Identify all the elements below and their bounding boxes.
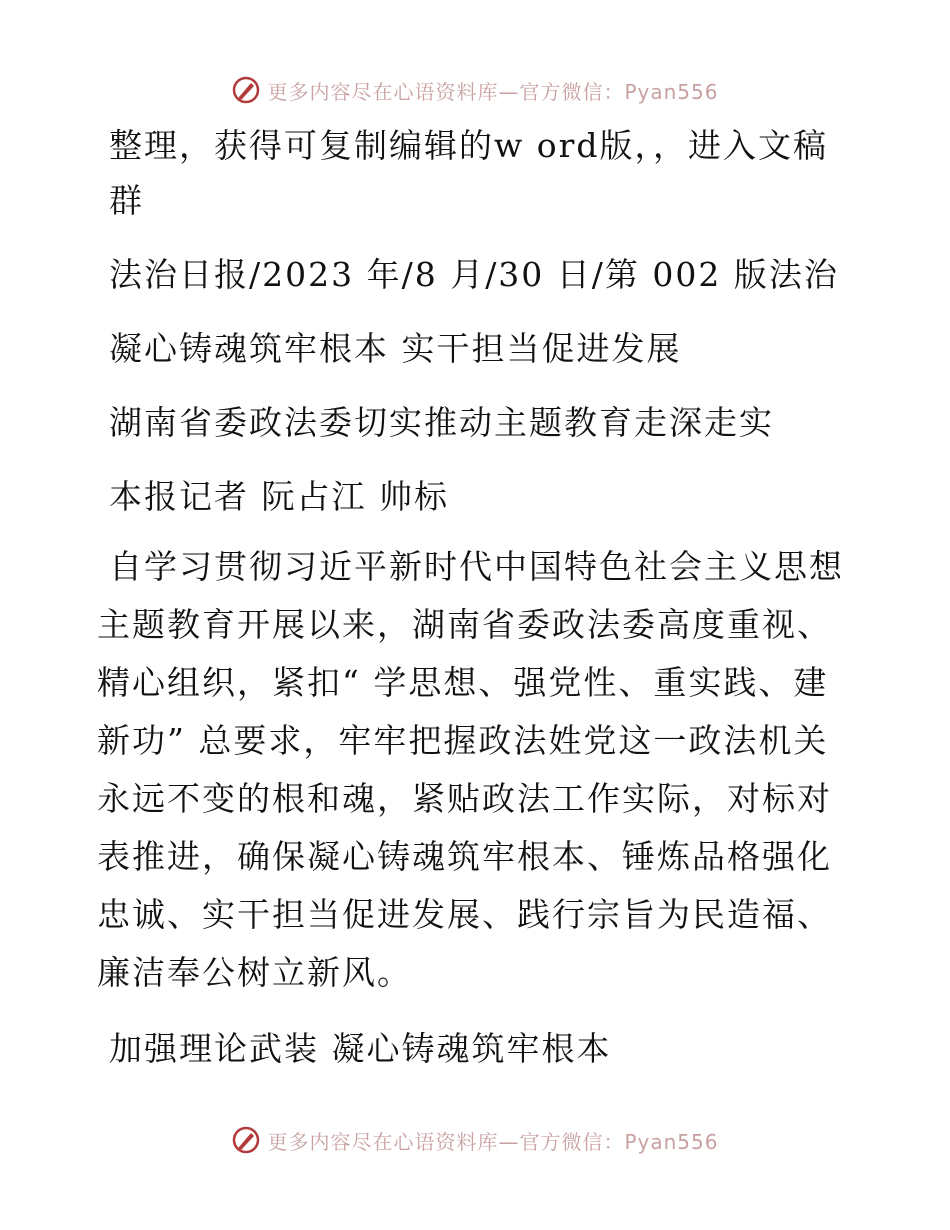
watermark-banner-bottom	[0, 1120, 950, 1160]
section-heading: 加强理论武装 凝心铸魂筑牢根本	[109, 1029, 612, 1068]
headline: 凝心铸魂筑牢根本 实干担当促进发展	[109, 329, 682, 368]
watermark-banner-top	[0, 70, 950, 110]
source-line: 法治日报/2023 年/8 月/30 日/第 002 版法治	[109, 255, 839, 294]
pen-logo-icon	[231, 1125, 261, 1155]
subheadline: 湖南省委政法委切实推动主题教育走深走实	[109, 403, 774, 442]
byline: 本报记者 阮占江 帅标	[109, 477, 449, 516]
body-paragraph: 自学习贯彻习近平新时代中国特色社会主义思想主题教育开展以来，湖南省委政法委高度重视、精心组织，紧扣“ 学思想、强党性、重实践、建新功” 总要求，牢牢把握政法姓党这一政法机关永远不变的根和魂，紧贴政法工作实际，对标对表推进，确保凝心铸魂筑牢根本、锤炼品格强化忠诚、实干担当促进发展、践行宗旨为民造福、廉洁奉公树立新风。	[97, 547, 844, 992]
intro-text: 整理，获得可复制编辑的w ord版，，进入文稿群	[109, 126, 829, 220]
watermark-text: 更多内容尽在心语资料库—官方微信：Pyan556	[267, 1129, 719, 1154]
pen-logo-icon	[231, 75, 261, 105]
watermark-text: 更多内容尽在心语资料库—官方微信：Pyan556	[267, 79, 719, 104]
document-body	[97, 118, 857, 1076]
